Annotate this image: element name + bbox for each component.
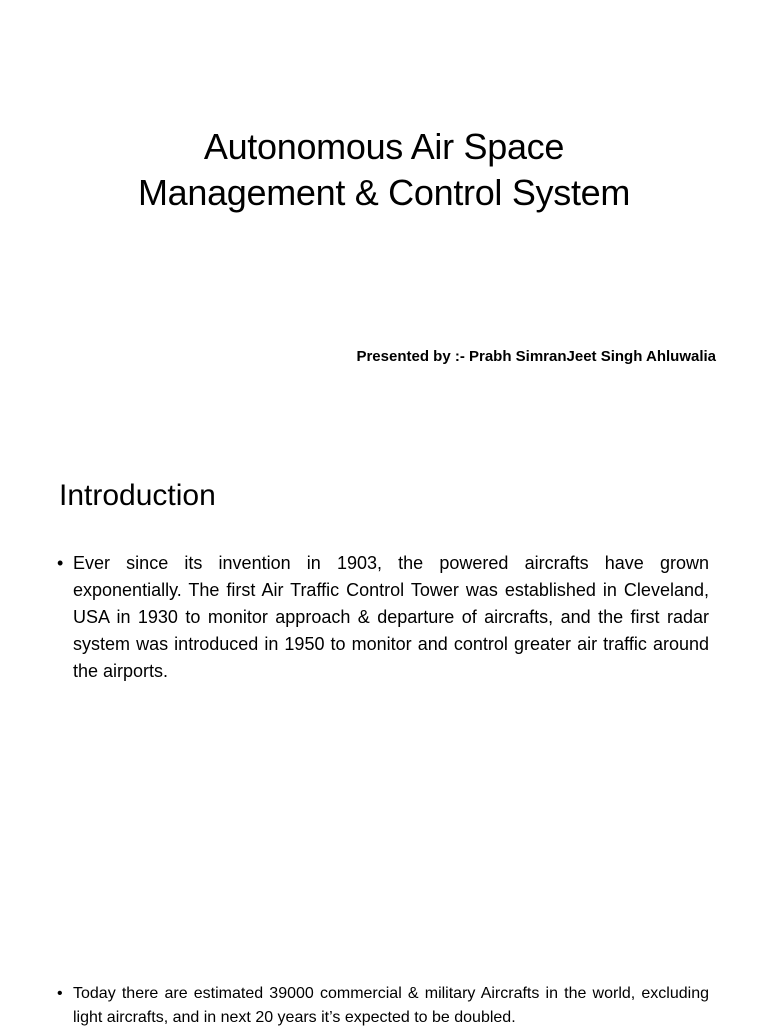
bullet-list: [57, 982, 709, 1030]
bullet-list: [57, 550, 709, 685]
bullet-item: • Ever since its invention in 1903, the powered aircrafts have grown exponentially. The first Air Traffic Control Tower was established in Cleveland, USA in 1930 to monitor approach & departure of aircrafts, and the first radar system was introduced in 1950 to monitor and control greater air traffic around the airports.: [57, 550, 709, 685]
presenter-credit: Presented by :- Prabh SimranJeet Singh Ahluwalia: [356, 348, 716, 365]
introduction-slide: [0, 432, 768, 1024]
slide-heading: Introduction: [59, 479, 216, 512]
title-line-2: Management & Control System: [137, 172, 631, 213]
presentation-title: [0, 124, 768, 216]
title-slide: [0, 0, 768, 432]
title-line-1: Autonomous Air Space: [203, 126, 565, 167]
bullet-item: • Today there are estimated 39000 commercial & military Aircrafts in the world, excluding light aircrafts, and in next 20 years it’s expected to be doubled.: [57, 982, 709, 1030]
